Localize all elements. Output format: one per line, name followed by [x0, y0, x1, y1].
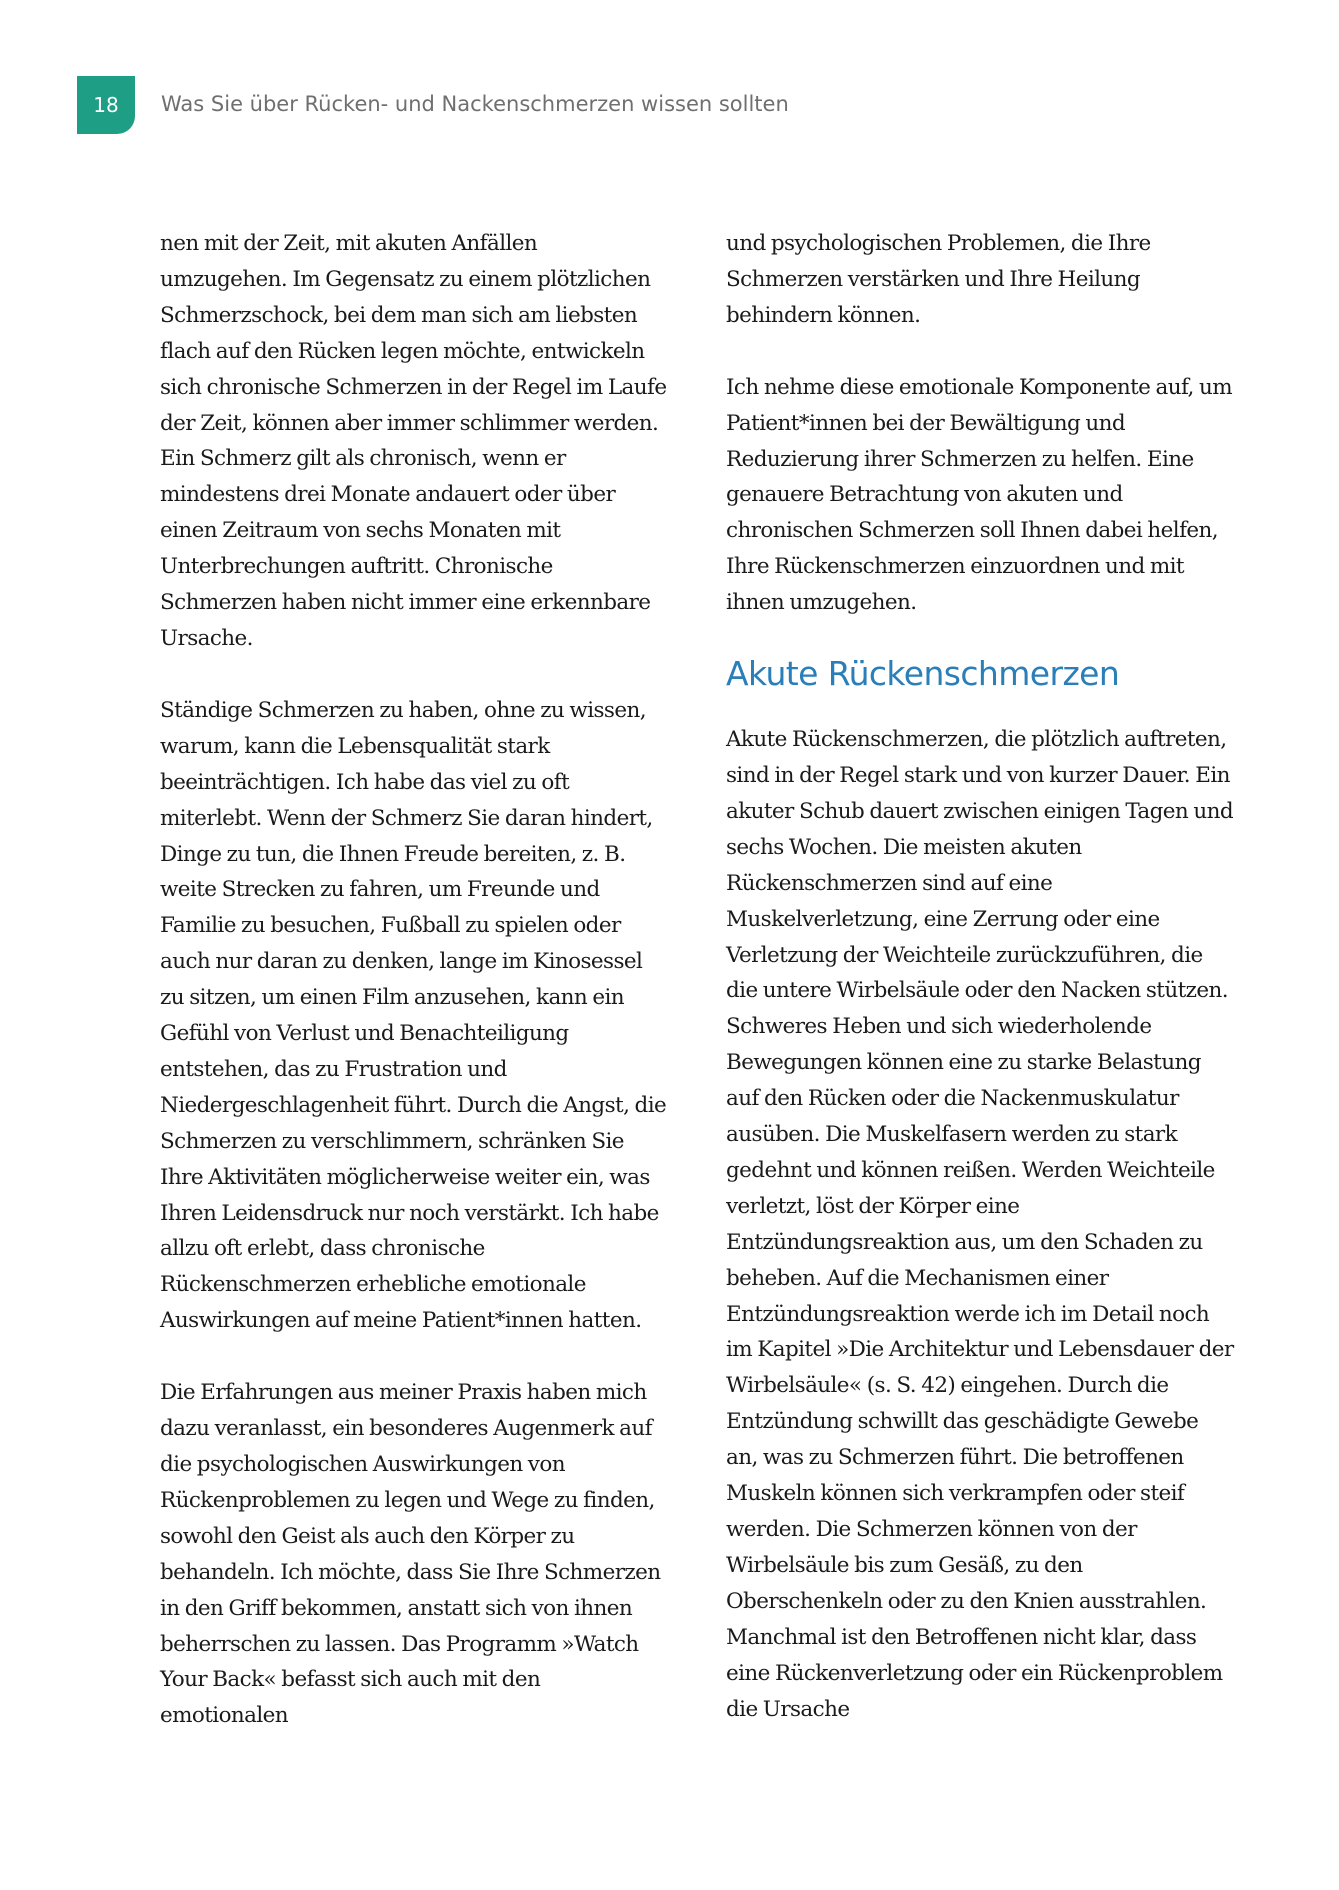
paragraph: nen mit der Zeit, mit akuten Anfällen umzugehen. Im Gegensatz zu einem plötzlichen Schmerzschock, bei dem man sich am liebsten flach auf den Rücken legen möchte, entwickeln sich chronische Schmerzen in der Regel im Laufe der Zeit, können aber immer schlimmer werden. Ein Schmerz gilt als chronisch, wenn er mindestens drei Monate andauert oder über einen Zeitraum von sechs Monaten mit Unterbrechungen auftritt. Chronische Schmerzen haben nicht immer eine erkennbare Ursache.	[160, 231, 667, 651]
left-column	[160, 226, 668, 1770]
running-title: Was Sie über Rücken- und Nackenschmerzen wissen sollten	[161, 92, 789, 116]
paragraph: Ständige Schmerzen zu haben, ohne zu wissen, warum, kann die Lebensqualität stark beeinträchtigen. Ich habe das viel zu oft miterlebt. Wenn der Schmerz Sie daran hindert, Dinge zu tun, die Ihnen Freude bereiten, z. B. weite Strecken zu fahren, um Freunde und Familie zu besuchen, Fußball zu spielen oder auch nur daran zu denken, lange im Kinosessel zu sitzen, um einen Film anzusehen, kann ein Gefühl von Verlust und Benachteiligung entstehen, das zu Frustration und Niedergeschlagenheit führt. Durch die Angst, die Schmerzen zu verschlimmern, schränken Sie Ihre Aktivitäten möglicherweise weiter ein, was Ihren Leidensdruck nur noch verstärkt. Ich habe allzu oft erlebt, dass chronische Rückenschmerzen erhebliche emotionale Auswirkungen auf meine Patient*innen hatten.	[160, 697, 667, 1334]
paragraph: Akute Rückenschmerzen, die plötzlich auftreten, sind in der Regel stark und von kurzer Dauer. Ein akuter Schub dauert zwischen einigen Tagen und sechs Wochen. Die meisten akuten Rückenschmerzen sind auf eine Muskelverletzung, eine Zerrung oder eine Verletzung der Weichteile zurückzuführen, die die untere Wirbelsäule oder den Nacken stützen. Schweres Heben und sich wiederholende Bewegungen können eine zu starke Belastung auf den Rücken oder die Nackenmuskulatur ausüben. Die Muskelfasern werden zu stark gedehnt und können reißen. Werden Weichteile verletzt, löst der Körper eine Entzündungsreaktion aus, um den Schaden zu beheben. Auf die Mechanismen einer Entzündungsreaktion werde ich im Detail noch im Kapitel »Die Architektur und Lebensdauer der Wirbelsäule« (s. S. 42) eingehen. Durch die Entzündung schwillt das geschädigte Gewebe an, was zu Schmerzen führt. Die betroffenen Muskeln können sich verkrampfen oder steif werden. Die Schmerzen können von der Wirbelsäule bis zum Gesäß, zu den Oberschenkeln oder zu den Knien ausstrahlen. Manchmal ist den Betroffenen nicht klar, dass eine Rückenverletzung oder ein Rückenproblem die Ursache	[726, 727, 1234, 1722]
page-number: 18	[77, 76, 135, 134]
section-heading: Akute Rückenschmerzen	[726, 654, 1120, 694]
right-column	[726, 226, 1234, 1763]
paragraph: Die Erfahrungen aus meiner Praxis haben mich dazu veranlasst, ein besonderes Augenmerk auf die psychologischen Auswirkungen von Rückenproblemen zu legen und Wege zu finden, sowohl den Geist als auch den Körper zu behandeln. Ich möchte, dass Sie Ihre Schmerzen in den Griff bekommen, anstatt sich von ihnen beherrschen zu lassen. Das Programm »Watch Your Back« befasst sich auch mit den emotionalen	[160, 1380, 661, 1729]
paragraph: Ich nehme diese emotionale Komponente auf, um Patient*innen bei der Bewältigung und Reduzierung ihrer Schmerzen zu helfen. Eine genauere Betrachtung von akuten und chronischen Schmerzen soll Ihnen dabei helfen, Ihre Rückenschmerzen einzuordnen und mit ihnen umzugehen.	[726, 374, 1233, 616]
paragraph: und psychologischen Problemen, die Ihre Schmerzen verstärken und Ihre Heilung behindern können.	[726, 231, 1151, 328]
